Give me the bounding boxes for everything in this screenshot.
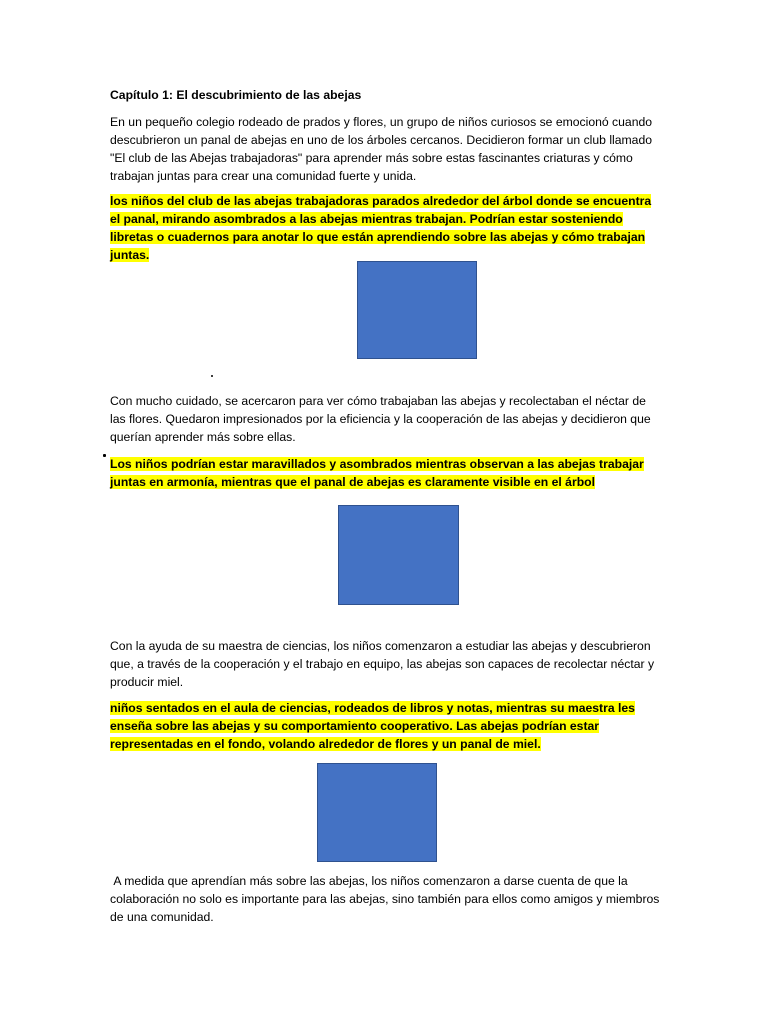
chapter-title: Capítulo 1: El descubrimiento de las abejas — [110, 88, 362, 102]
highlight-block-2 — [110, 455, 660, 491]
bullet-dot — [103, 454, 106, 457]
image-placeholder-3 — [317, 763, 437, 862]
paragraph-2: Con mucho cuidado, se acercaron para ver cómo trabajaban las abejas y recolectaban el néctar de las flores. Quedaron impresionados por la eficiencia y la cooperación de las abejas y decidieron que querían aprender más sobre ellas. — [110, 394, 651, 444]
highlight-block-1 — [110, 192, 660, 264]
paragraph-1: En un pequeño colegio rodeado de prados y flores, un grupo de niños curiosos se emocionó cuando descubrieron un panal de abejas en uno de los árboles cercanos. Decidieron formar un club llamado "El club de las Abejas trabajadoras" para aprender más sobre estas fascinantes criaturas y cómo trabajan juntas para crear una comunidad fuerte y unida. — [110, 115, 653, 183]
stray-dot — [211, 375, 213, 377]
image-placeholder-1 — [357, 261, 477, 359]
paragraph-4: A medida que aprendían más sobre las abejas, los niños comenzaron a darse cuenta de que la colaboración no solo es importante para las abejas, sino también para ellos como amigos y miembros de una comunidad. — [110, 874, 663, 924]
image-placeholder-2 — [338, 505, 459, 605]
highlighted-text-1: los niños del club de las abejas trabajadoras parados alrededor del árbol donde se encuentra el panal, mirando asombrados a las abejas mientras trabajan. Podrían estar sosteniendo libretas o cuadernos para anotar lo que están aprendiendo sobre las abejas y cómo trabajan juntas. — [110, 194, 652, 262]
paragraph-3: Con la ayuda de su maestra de ciencias, los niños comenzaron a estudiar las abejas y descubrieron que, a través de la cooperación y el trabajo en equipo, las abejas son capaces de recolectar néctar y producir miel. — [110, 639, 655, 689]
highlighted-text-2: Los niños podrían estar maravillados y asombrados mientras observan a las abejas trabajar juntas en armonía, mientras que el panal de abejas es claramente visible en el árbol — [110, 457, 644, 489]
highlighted-text-3: niños sentados en el aula de ciencias, rodeados de libros y notas, mientras su maestra les enseña sobre las abejas y su comportamiento cooperativo. Las abejas podrían estar representadas en el fondo, volando alrededor de flores y un panal de miel. — [110, 701, 635, 751]
highlight-block-3 — [110, 699, 660, 753]
